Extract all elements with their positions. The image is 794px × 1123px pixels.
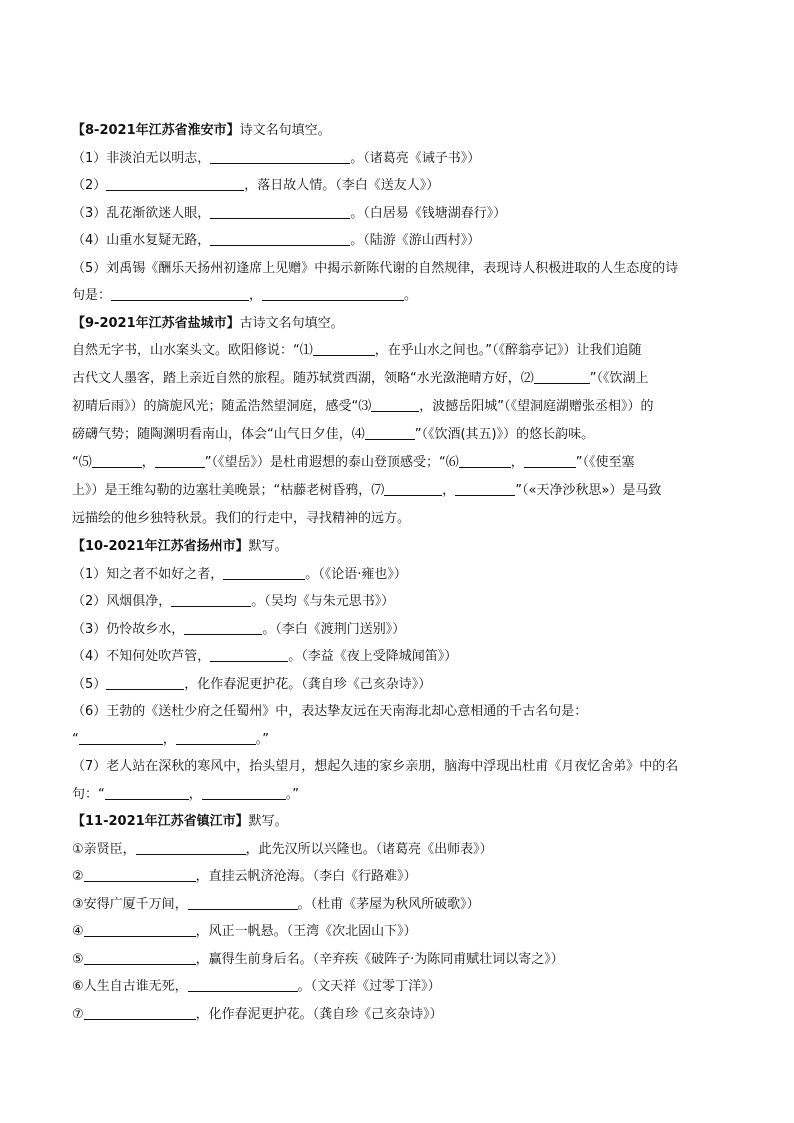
s11-question-1 xyxy=(72,836,722,864)
s8-question-5-line1: （5）刘禹锡《酬乐天扬州初逢席上见赠》中揭示新陈代谢的自然规律，表现诗人积极进取的人生态度的诗 xyxy=(72,260,679,276)
answer-blank[interactable] xyxy=(262,286,404,301)
comma: ， xyxy=(188,786,202,802)
question-text: ，直挂云帆济沧海。（李白《行路难》） xyxy=(195,869,417,884)
answer-blank-1[interactable] xyxy=(313,341,375,356)
answer-blank[interactable] xyxy=(84,867,196,882)
s8-question-4 xyxy=(72,227,722,255)
question-text: （1）非淡泊无以明志， xyxy=(72,150,211,166)
s10-question-5 xyxy=(72,671,722,699)
question-text: ③安得广厦千万间， xyxy=(72,896,188,912)
passage-text: ”（«天净沙秋思»）是马致 xyxy=(515,483,662,498)
document-page xyxy=(72,117,722,1028)
passage-text: “⑸ xyxy=(72,455,92,470)
question-text: 句是： xyxy=(72,288,112,303)
section-8-title: 诗文名句填空。 xyxy=(239,123,331,138)
comma: ， xyxy=(162,731,176,747)
passage-text: ”（《饮酒(其五)》）的悠长韵味。 xyxy=(414,427,595,442)
section-8-header xyxy=(72,117,722,145)
s9-paragraph-line1 xyxy=(72,337,722,365)
question-text: （4）山重水复疑无路， xyxy=(72,233,211,248)
passage-text: 初晴后雨》）的旖旎风光；随孟浩然望洞庭，感受“⑶ xyxy=(72,399,372,414)
s8-question-3 xyxy=(72,200,722,228)
question-number: ⑤ xyxy=(72,951,84,967)
question-text: ，化作春泥更护花。（龚自珍《己亥杂诗》） xyxy=(184,676,432,692)
comma: ， xyxy=(141,455,155,470)
question-text: ①亲贤臣， xyxy=(72,841,136,857)
answer-blank-7a[interactable] xyxy=(384,481,442,496)
passage-text: ”（《使至塞 xyxy=(575,455,635,470)
quote-close: 。” xyxy=(285,786,300,802)
s11-question-6 xyxy=(72,973,722,1001)
question-source: 。（李益《夜上受降城闻笛》） xyxy=(288,649,458,664)
answer-blank[interactable] xyxy=(136,840,246,855)
answer-blank-5b[interactable] xyxy=(155,453,205,468)
passage-text: 古代文人墨客，踏上亲近自然的旅程。随苏轼赏西湖，领略“水光潋滟晴方好，⑵ xyxy=(72,371,534,386)
question-source: 。（诸葛亮《诫子书》） xyxy=(350,150,481,166)
answer-blank[interactable] xyxy=(184,620,262,635)
section-10-source: 【10-2021年江苏省扬州市】 xyxy=(72,539,249,554)
answer-blank[interactable] xyxy=(79,730,163,745)
s9-paragraph-line6 xyxy=(72,477,722,505)
comma: ， xyxy=(442,483,456,498)
question-text: ，化作春泥更护花。（龚自珍《己亥杂诗》） xyxy=(195,1006,443,1022)
question-number: ④ xyxy=(72,924,84,939)
passage-text: 上》）是王维勾勒的边塞壮美晚景；“枯藤老树昏鸦，⑺ xyxy=(72,483,385,498)
question-text: （4）不知何处吹芦管， xyxy=(72,649,211,664)
answer-blank[interactable] xyxy=(202,785,286,800)
s11-question-5 xyxy=(72,946,722,974)
s10-question-2 xyxy=(72,588,722,616)
question-text: （2）风烟俱净， xyxy=(72,594,172,609)
s10-question-1 xyxy=(72,561,722,589)
s11-question-4 xyxy=(72,918,722,946)
question-number: （5） xyxy=(72,676,107,692)
answer-blank[interactable] xyxy=(223,565,305,580)
question-number: （2） xyxy=(72,178,107,193)
question-text: ，风正一帆悬。（王湾《次北固山下》） xyxy=(195,924,417,939)
section-9-source: 【9-2021年江苏省盐城市】 xyxy=(72,315,240,331)
passage-text: ，波撼岳阳城”（《望洞庭湖赠张丞相》）的 xyxy=(419,399,654,414)
s9-paragraph-line4 xyxy=(72,421,722,449)
comma: ， xyxy=(510,455,524,470)
answer-blank-6a[interactable] xyxy=(459,453,511,468)
answer-blank-7b[interactable] xyxy=(455,481,515,496)
passage-text: 磅礴气势；随陶渊明看南山，体会“山气日夕佳，⑷ xyxy=(72,427,365,442)
answer-blank[interactable] xyxy=(188,977,298,992)
answer-blank[interactable] xyxy=(210,149,350,164)
question-text: （3）乱花渐欲迷人眼， xyxy=(72,205,211,221)
question-source: 。（《论语·雍也》） xyxy=(305,566,407,582)
s10-question-6-line1: （6）王勃的《送杜少府之任蜀州》中，表达挚友远在天南海北却心意相通的千古名句是： xyxy=(72,704,588,719)
s9-paragraph-line2 xyxy=(72,365,722,393)
s10-question-6-line2 xyxy=(72,726,722,754)
period: 。 xyxy=(404,288,418,303)
question-source: 。（吴均《与朱元思书》） xyxy=(251,594,395,609)
s10-question-4 xyxy=(72,643,722,671)
s9-paragraph-line3 xyxy=(72,393,722,421)
question-text: ⑥人生自古谁无死， xyxy=(72,979,188,994)
s8-question-5-line2 xyxy=(72,282,722,310)
question-text: （3）仍怜故乡水， xyxy=(72,621,185,637)
question-source: 。（陆游《游山西村》） xyxy=(350,233,481,248)
s11-question-2 xyxy=(72,863,722,891)
passage-text: ，在乎山水之间也。”（《醉翁亭记》）让我们追随 xyxy=(374,343,642,358)
question-number: ⑦ xyxy=(72,1006,84,1022)
s11-question-3 xyxy=(72,891,722,919)
question-text: 句：“ xyxy=(72,786,105,802)
section-9-title: 古诗文名句填空。 xyxy=(239,315,344,331)
s8-question-1 xyxy=(72,145,722,173)
passage-text: ”（《望岳》）是杜甫遐想的泰山登顶感受；“⑹ xyxy=(204,455,459,470)
answer-blank-4[interactable] xyxy=(365,425,415,440)
section-11-header xyxy=(72,808,722,836)
answer-blank-2[interactable] xyxy=(534,369,590,384)
question-source: 。（李白《渡荆门送别》） xyxy=(262,621,406,637)
answer-blank[interactable] xyxy=(106,675,184,690)
answer-blank[interactable] xyxy=(106,176,244,191)
section-9-header xyxy=(72,310,722,338)
quote-open: “ xyxy=(72,731,79,747)
answer-blank[interactable] xyxy=(84,1005,196,1020)
answer-blank[interactable] xyxy=(111,286,249,301)
s10-question-3 xyxy=(72,616,722,644)
s9-paragraph-line5 xyxy=(72,449,722,477)
question-number: ② xyxy=(72,869,84,884)
s8-question-2 xyxy=(72,172,722,200)
section-8-source: 【8-2021年江苏省淮安市】 xyxy=(72,123,240,138)
s10-question-7-line2 xyxy=(72,781,722,809)
answer-blank[interactable] xyxy=(210,204,350,219)
question-text: （1）知之者不如好之者， xyxy=(72,566,224,582)
quote-close: 。” xyxy=(255,731,270,747)
section-11-source: 【11-2021年江苏省镇江市】 xyxy=(72,814,249,829)
answer-blank-3[interactable] xyxy=(371,397,419,412)
section-10-title: 默写。 xyxy=(248,539,288,554)
answer-blank[interactable] xyxy=(84,950,196,965)
answer-blank[interactable] xyxy=(210,647,288,662)
s10-question-7-line1: （7）老人站在深秋的寒风中，抬头望月，想起久违的家乡亲朋，脑海中浮现出杜甫《月夜忆舍弟》中的名 xyxy=(72,759,679,774)
answer-blank[interactable] xyxy=(84,922,196,937)
question-text: ，赢得生前身后名。（辛弃疾《破阵子·为陈同甫赋壮词以寄之》） xyxy=(195,951,564,967)
question-text: ，落日故人情。（李白《送友人》） xyxy=(244,178,440,193)
section-11-title: 默写。 xyxy=(248,814,288,829)
passage-text: ”（《饮湖上 xyxy=(589,371,649,386)
answer-blank-6b[interactable] xyxy=(524,453,576,468)
answer-blank[interactable] xyxy=(176,730,256,745)
question-source: 。（白居易《钱塘湖春行》） xyxy=(350,205,507,221)
s11-question-7 xyxy=(72,1001,722,1029)
s9-paragraph-line7: 远描绘的他乡独特秋景。我们的行走中，寻找精神的远方。 xyxy=(72,511,411,526)
section-10-header xyxy=(72,533,722,561)
passage-text: 自然无字书，山水案头文。欧阳修说：“⑴ xyxy=(72,343,313,358)
answer-blank[interactable] xyxy=(210,231,350,246)
question-source: ，此先汉所以兴隆也。（诸葛亮《出师表》） xyxy=(245,841,493,857)
comma: ， xyxy=(249,288,263,303)
answer-blank[interactable] xyxy=(188,895,298,910)
answer-blank[interactable] xyxy=(171,592,251,607)
question-source: 。（文天祥《过零丁洋》） xyxy=(297,979,441,994)
question-source: 。（杜甫《茅屋为秋风所破歌》） xyxy=(297,896,480,912)
answer-blank[interactable] xyxy=(105,785,189,800)
answer-blank-5a[interactable] xyxy=(92,453,142,468)
